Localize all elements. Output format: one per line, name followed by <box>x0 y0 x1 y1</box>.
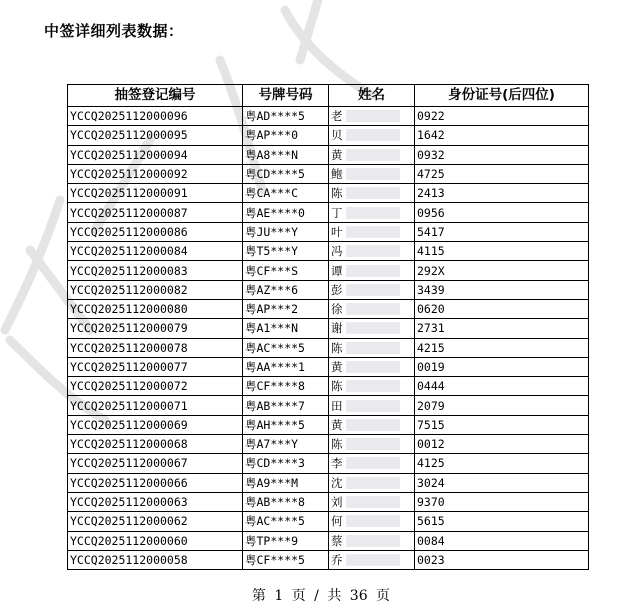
cell-name <box>329 415 415 434</box>
cell-name <box>329 126 415 145</box>
table-row <box>68 126 589 145</box>
table-row <box>68 338 589 357</box>
plate-text: 粤AC****5 <box>245 514 305 529</box>
plate-text: 粤CD****5 <box>245 167 305 182</box>
id4-text: 0956 <box>417 205 445 220</box>
name-text: 刘 <box>331 495 343 510</box>
cell-id4 <box>415 261 589 280</box>
cell-plate <box>243 184 329 203</box>
cell-name <box>329 512 415 531</box>
id4-text: 5615 <box>417 514 445 529</box>
name-text: 陈 <box>331 186 343 201</box>
name-text: 谢 <box>331 321 343 336</box>
cell-plate <box>243 473 329 492</box>
redacted-name-blur <box>346 110 400 122</box>
table-row <box>68 222 589 241</box>
page-heading: 中签详细列表数据： <box>44 22 184 40</box>
cell-plate <box>243 319 329 338</box>
cell-plate <box>243 357 329 376</box>
plate-text: 粤CA***C <box>245 186 299 201</box>
code-text: YCCQ2025112000060 <box>70 533 188 548</box>
cell-plate <box>243 396 329 415</box>
redacted-name-blur <box>346 168 400 180</box>
code-text: YCCQ2025112000066 <box>70 475 188 490</box>
id4-text: 4115 <box>417 244 445 259</box>
cell-id4 <box>415 299 589 318</box>
cell-code <box>68 280 243 299</box>
id4-text: 2731 <box>417 321 445 336</box>
cell-id4 <box>415 396 589 415</box>
id4-text: 0620 <box>417 302 445 317</box>
cell-id4 <box>415 357 589 376</box>
cell-code <box>68 261 243 280</box>
cell-name <box>329 338 415 357</box>
id4-text: 9370 <box>417 495 445 510</box>
cell-plate <box>243 415 329 434</box>
redacted-name-blur <box>346 149 400 161</box>
cell-name <box>329 107 415 126</box>
redacted-name-blur <box>346 380 400 392</box>
code-text: YCCQ2025112000067 <box>70 456 188 471</box>
id4-text: 0932 <box>417 147 445 162</box>
table-row <box>68 319 589 338</box>
redacted-name-blur <box>346 457 400 469</box>
lottery-result-table <box>67 84 589 570</box>
code-text: YCCQ2025112000092 <box>70 167 188 182</box>
table-row <box>68 184 589 203</box>
name-text: 陈 <box>331 340 343 355</box>
cell-name <box>329 435 415 454</box>
code-text: YCCQ2025112000087 <box>70 205 188 220</box>
plate-text: 粤AA****1 <box>245 360 305 374</box>
cell-name <box>329 184 415 203</box>
redacted-name-blur <box>346 187 400 199</box>
table-row <box>68 203 589 222</box>
cell-code <box>68 203 243 222</box>
cell-code <box>68 184 243 203</box>
page-indicator: 第 1 页 / 共 36 页 <box>251 588 391 604</box>
name-text: 贝 <box>331 128 343 143</box>
cell-id4 <box>415 107 589 126</box>
code-text: YCCQ2025112000077 <box>70 360 188 374</box>
cell-id4 <box>415 415 589 434</box>
code-text: YCCQ2025112000095 <box>70 128 188 143</box>
redacted-name-blur <box>346 554 400 566</box>
cell-name <box>329 357 415 376</box>
cell-plate <box>243 299 329 318</box>
cell-plate <box>243 242 329 261</box>
redacted-name-blur <box>346 342 400 354</box>
id4-text: 0023 <box>417 552 445 567</box>
cell-name <box>329 164 415 183</box>
cell-plate <box>243 222 329 241</box>
cell-id4 <box>415 242 589 261</box>
name-text: 谭 <box>331 263 343 278</box>
redacted-name-blur <box>346 284 400 296</box>
name-text: 冯 <box>331 244 343 259</box>
table-row <box>68 454 589 473</box>
code-text: YCCQ2025112000096 <box>70 109 188 124</box>
redacted-name-blur <box>346 322 400 334</box>
plate-text: 粤TP***9 <box>245 533 299 548</box>
cell-code <box>68 492 243 511</box>
table-row <box>68 377 589 396</box>
table-row <box>68 435 589 454</box>
cell-code <box>68 222 243 241</box>
redacted-name-blur <box>346 265 400 277</box>
cell-id4 <box>415 184 589 203</box>
cell-plate <box>243 261 329 280</box>
cell-code <box>68 357 243 376</box>
code-text: YCCQ2025112000084 <box>70 244 188 259</box>
redacted-name-blur <box>346 535 400 547</box>
plate-text: 粤AD****5 <box>245 109 305 124</box>
plate-text: 粤AP***0 <box>245 128 299 143</box>
cell-code <box>68 550 243 569</box>
cell-id4 <box>415 454 589 473</box>
watermark-stroke <box>5 200 60 330</box>
table-row <box>68 357 589 376</box>
id4-text: 3024 <box>417 475 445 490</box>
cell-id4 <box>415 492 589 511</box>
header-plate-number: 号牌号码 <box>243 85 329 107</box>
watermark-stroke <box>285 10 372 95</box>
cell-code <box>68 377 243 396</box>
plate-text: 粤A7***Y <box>245 437 299 452</box>
plate-text: 粤T5***Y <box>245 244 299 259</box>
id4-text: 4725 <box>417 167 445 182</box>
cell-plate <box>243 435 329 454</box>
id4-text: 292X <box>417 263 445 278</box>
cell-name <box>329 319 415 338</box>
cell-name <box>329 145 415 164</box>
code-text: YCCQ2025112000071 <box>70 398 188 413</box>
header-name: 姓名 <box>329 85 415 107</box>
cell-id4 <box>415 473 589 492</box>
cell-code <box>68 107 243 126</box>
name-text: 黄 <box>331 417 343 432</box>
plate-text: 粤JU***Y <box>245 224 299 239</box>
table-row <box>68 415 589 434</box>
plate-text: 粤A8***N <box>245 147 299 162</box>
cell-plate <box>243 126 329 145</box>
name-text: 李 <box>331 456 343 471</box>
cell-name <box>329 531 415 550</box>
redacted-name-blur <box>346 477 400 489</box>
table-row <box>68 492 589 511</box>
name-text: 乔 <box>331 552 343 567</box>
cell-plate <box>243 550 329 569</box>
cell-code <box>68 512 243 531</box>
table-row <box>68 261 589 280</box>
cell-id4 <box>415 435 589 454</box>
cell-plate <box>243 492 329 511</box>
plate-text: 粤AB****8 <box>245 495 305 510</box>
cell-code <box>68 242 243 261</box>
code-text: YCCQ2025112000079 <box>70 321 188 336</box>
redacted-name-blur <box>346 496 400 508</box>
cell-code <box>68 126 243 145</box>
redacted-name-blur <box>346 245 400 257</box>
plate-text: 粤AE****0 <box>245 205 305 220</box>
table-row <box>68 145 589 164</box>
cell-name <box>329 377 415 396</box>
cell-id4 <box>415 338 589 357</box>
code-text: YCCQ2025112000078 <box>70 340 188 355</box>
plate-text: 粤CF****8 <box>245 379 305 394</box>
cell-code <box>68 531 243 550</box>
name-text: 鲍 <box>331 167 343 182</box>
id4-text: 0084 <box>417 533 445 548</box>
name-text: 陈 <box>331 379 343 394</box>
code-text: YCCQ2025112000082 <box>70 282 188 297</box>
cell-name <box>329 299 415 318</box>
cell-plate <box>243 338 329 357</box>
name-text: 蔡 <box>331 533 343 548</box>
code-text: YCCQ2025112000062 <box>70 514 188 529</box>
plate-text: 粤AH****5 <box>245 417 305 432</box>
cell-plate <box>243 203 329 222</box>
cell-code <box>68 338 243 357</box>
name-text: 田 <box>331 398 343 413</box>
name-text: 丁 <box>331 205 343 220</box>
table-row <box>68 512 589 531</box>
id4-text: 0444 <box>417 379 445 394</box>
plate-text: 粤AP***2 <box>245 302 299 317</box>
cell-id4 <box>415 222 589 241</box>
id4-text: 7515 <box>417 417 445 432</box>
cell-id4 <box>415 164 589 183</box>
name-text: 老 <box>331 109 343 124</box>
cell-name <box>329 550 415 569</box>
cell-code <box>68 164 243 183</box>
cell-name <box>329 396 415 415</box>
redacted-name-blur <box>346 419 400 431</box>
cell-plate <box>243 531 329 550</box>
table-row <box>68 531 589 550</box>
plate-text: 粤AB****7 <box>245 398 305 413</box>
cell-code <box>68 415 243 434</box>
plate-text: 粤AC****5 <box>245 340 305 355</box>
name-text: 何 <box>331 514 343 529</box>
code-text: YCCQ2025112000094 <box>70 147 188 162</box>
code-text: YCCQ2025112000058 <box>70 552 188 567</box>
id4-text: 3439 <box>417 282 445 297</box>
redacted-name-blur <box>346 515 400 527</box>
code-text: YCCQ2025112000063 <box>70 495 188 510</box>
redacted-name-blur <box>346 303 400 315</box>
cell-name <box>329 222 415 241</box>
cell-plate <box>243 377 329 396</box>
name-text: 黄 <box>331 147 343 162</box>
cell-name <box>329 203 415 222</box>
table-row <box>68 107 589 126</box>
table-row <box>68 550 589 569</box>
code-text: YCCQ2025112000080 <box>70 302 188 317</box>
id4-text: 0922 <box>417 109 445 124</box>
cell-plate <box>243 164 329 183</box>
id4-text: 5417 <box>417 224 445 239</box>
cell-plate <box>243 145 329 164</box>
plate-text: 粤CF****5 <box>245 552 305 567</box>
cell-code <box>68 145 243 164</box>
plate-text: 粤CF***S <box>245 263 299 278</box>
id4-text: 1642 <box>417 128 445 143</box>
plate-text: 粤A1***N <box>245 321 299 336</box>
redacted-name-blur <box>346 129 400 141</box>
code-text: YCCQ2025112000091 <box>70 186 188 201</box>
name-text: 沈 <box>331 475 343 490</box>
table-row <box>68 164 589 183</box>
cell-id4 <box>415 550 589 569</box>
header-registration-code: 抽签登记编号 <box>68 85 243 107</box>
id4-text: 0012 <box>417 437 445 452</box>
cell-name <box>329 454 415 473</box>
plate-text: 粤CD****3 <box>245 456 305 471</box>
cell-code <box>68 299 243 318</box>
table-row <box>68 242 589 261</box>
id4-text: 0019 <box>417 360 445 374</box>
name-text: 彭 <box>331 282 343 297</box>
watermark-stroke <box>300 0 318 60</box>
id4-text: 4125 <box>417 456 445 471</box>
cell-plate <box>243 454 329 473</box>
cell-code <box>68 435 243 454</box>
code-text: YCCQ2025112000069 <box>70 417 188 432</box>
plate-text: 粤AZ***6 <box>245 282 299 297</box>
cell-plate <box>243 512 329 531</box>
table-row <box>68 299 589 318</box>
cell-plate <box>243 280 329 299</box>
table-row <box>68 396 589 415</box>
table-header-row <box>68 85 589 107</box>
code-text: YCCQ2025112000072 <box>70 379 188 394</box>
redacted-name-blur <box>346 226 400 238</box>
cell-code <box>68 454 243 473</box>
code-text: YCCQ2025112000086 <box>70 224 188 239</box>
cell-id4 <box>415 145 589 164</box>
cell-id4 <box>415 319 589 338</box>
cell-name <box>329 473 415 492</box>
code-text: YCCQ2025112000083 <box>70 263 188 278</box>
cell-code <box>68 473 243 492</box>
cell-name <box>329 242 415 261</box>
id4-text: 4215 <box>417 340 445 355</box>
redacted-name-blur <box>346 438 400 450</box>
name-text: 陈 <box>331 437 343 452</box>
cell-id4 <box>415 203 589 222</box>
id4-text: 2079 <box>417 398 445 413</box>
cell-id4 <box>415 280 589 299</box>
cell-plate <box>243 107 329 126</box>
cell-id4 <box>415 126 589 145</box>
name-text: 黄 <box>331 360 343 374</box>
cell-id4 <box>415 531 589 550</box>
id4-text: 2413 <box>417 186 445 201</box>
header-id-last4: 身份证号(后四位) <box>415 85 589 107</box>
cell-code <box>68 319 243 338</box>
cell-name <box>329 492 415 511</box>
cell-id4 <box>415 512 589 531</box>
code-text: YCCQ2025112000068 <box>70 437 188 452</box>
cell-name <box>329 280 415 299</box>
name-text: 叶 <box>331 224 343 239</box>
redacted-name-blur <box>346 207 400 219</box>
name-text: 徐 <box>331 302 343 317</box>
plate-text: 粤A9***M <box>245 475 299 490</box>
table-row <box>68 473 589 492</box>
cell-id4 <box>415 377 589 396</box>
table-row <box>68 280 589 299</box>
redacted-name-blur <box>346 361 400 373</box>
cell-code <box>68 396 243 415</box>
redacted-name-blur <box>346 400 400 412</box>
cell-name <box>329 261 415 280</box>
